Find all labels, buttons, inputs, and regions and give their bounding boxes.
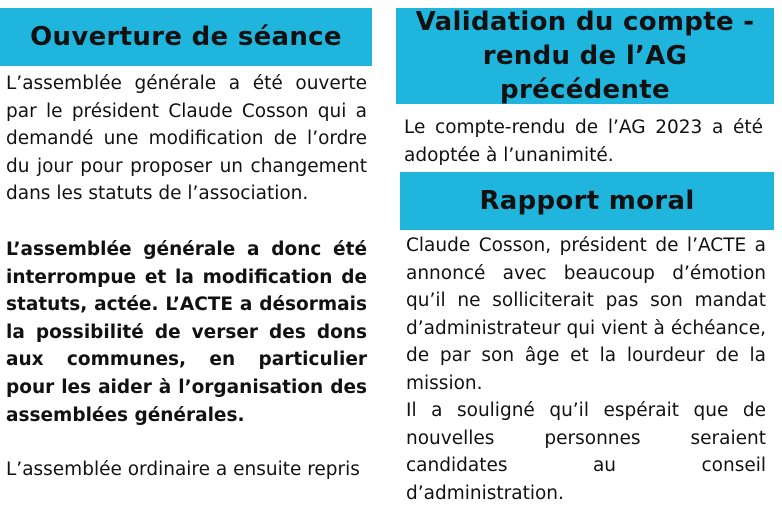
paragraph-ouverture-continued: L’assemblée ordinaire a ensuite repris xyxy=(6,459,360,480)
paragraph-validation: Le compte-rendu de l’AG 2023 a été adoptée à l’unanimité. xyxy=(404,117,763,166)
section-header-ouverture: Ouverture de séance xyxy=(0,8,372,66)
paragraph-rapport-moral-1: Claude Cosson, président de l’ACTE a annoncé avec beaucoup d’émotion qu’il ne solliciterait pas son mandat d’administrateur qui vient à échéance, de par son âge et la lourdeur de la mission. xyxy=(406,235,766,394)
section-header-validation: Validation du compte - rendu de l’AG précédente xyxy=(396,8,774,104)
paragraph-ouverture-bold: L’assemblée générale a donc été interrompue et la modification de statuts, actée. L’ACTE a désormais la possibilité de verser des dons aux communes, en particulier pour les aider à l’organisation des assemblées générales. xyxy=(6,239,367,426)
paragraph-ouverture-intro: L’assemblée générale a été ouverte par le président Claude Cosson qui a demandé une modification de l’ordre du jour pour proposer un changement dans les statuts de l’association. xyxy=(6,73,367,205)
paragraph-rapport-moral-2: Il a souligné qu’il espérait que de nouvelles personnes seraient candidates au conseil d’administration. xyxy=(406,400,766,504)
section-header-rapport-moral: Rapport moral xyxy=(400,172,774,230)
